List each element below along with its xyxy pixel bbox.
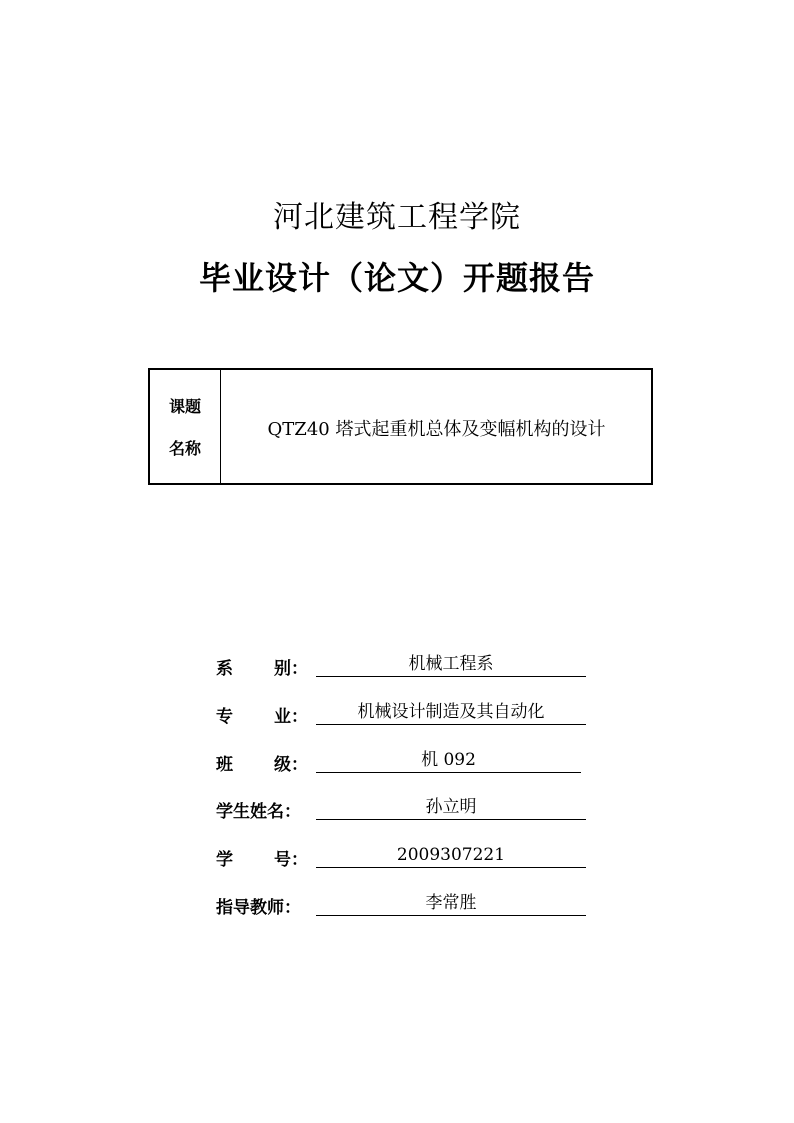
label-char: 号： [274, 850, 308, 870]
label-char: 别： [274, 659, 308, 679]
label-char: 业： [274, 707, 308, 727]
major-value: 机械设计制造及其自动化 [316, 702, 586, 725]
info-label: 学生姓名： [216, 802, 301, 822]
advisor-value: 李常胜 [316, 893, 586, 916]
topic-label-line1: 课题 [168, 397, 201, 416]
info-label: 指导教师： [216, 898, 301, 918]
topic-table [148, 368, 653, 485]
label-char: 级： [274, 755, 308, 775]
topic-title: QTZ40 塔式起重机总体及变幅机构的设计 [267, 419, 606, 440]
label-char: 系 [216, 659, 233, 679]
class-value: 机 092 [316, 750, 581, 773]
school-name: 河北建筑工程学院 [273, 200, 521, 235]
report-title: 毕业设计（论文）开题报告 [198, 259, 595, 297]
topic-label-line2: 名称 [168, 439, 201, 458]
topic-label-cell [150, 370, 221, 483]
label-char: 班 [216, 755, 233, 775]
label-char: 专 [216, 707, 233, 727]
label-char: 学 [216, 850, 233, 870]
department-value: 机械工程系 [316, 654, 586, 677]
student-id-value: 2009307221 [316, 845, 586, 868]
student-name-value: 孙立明 [316, 797, 586, 820]
